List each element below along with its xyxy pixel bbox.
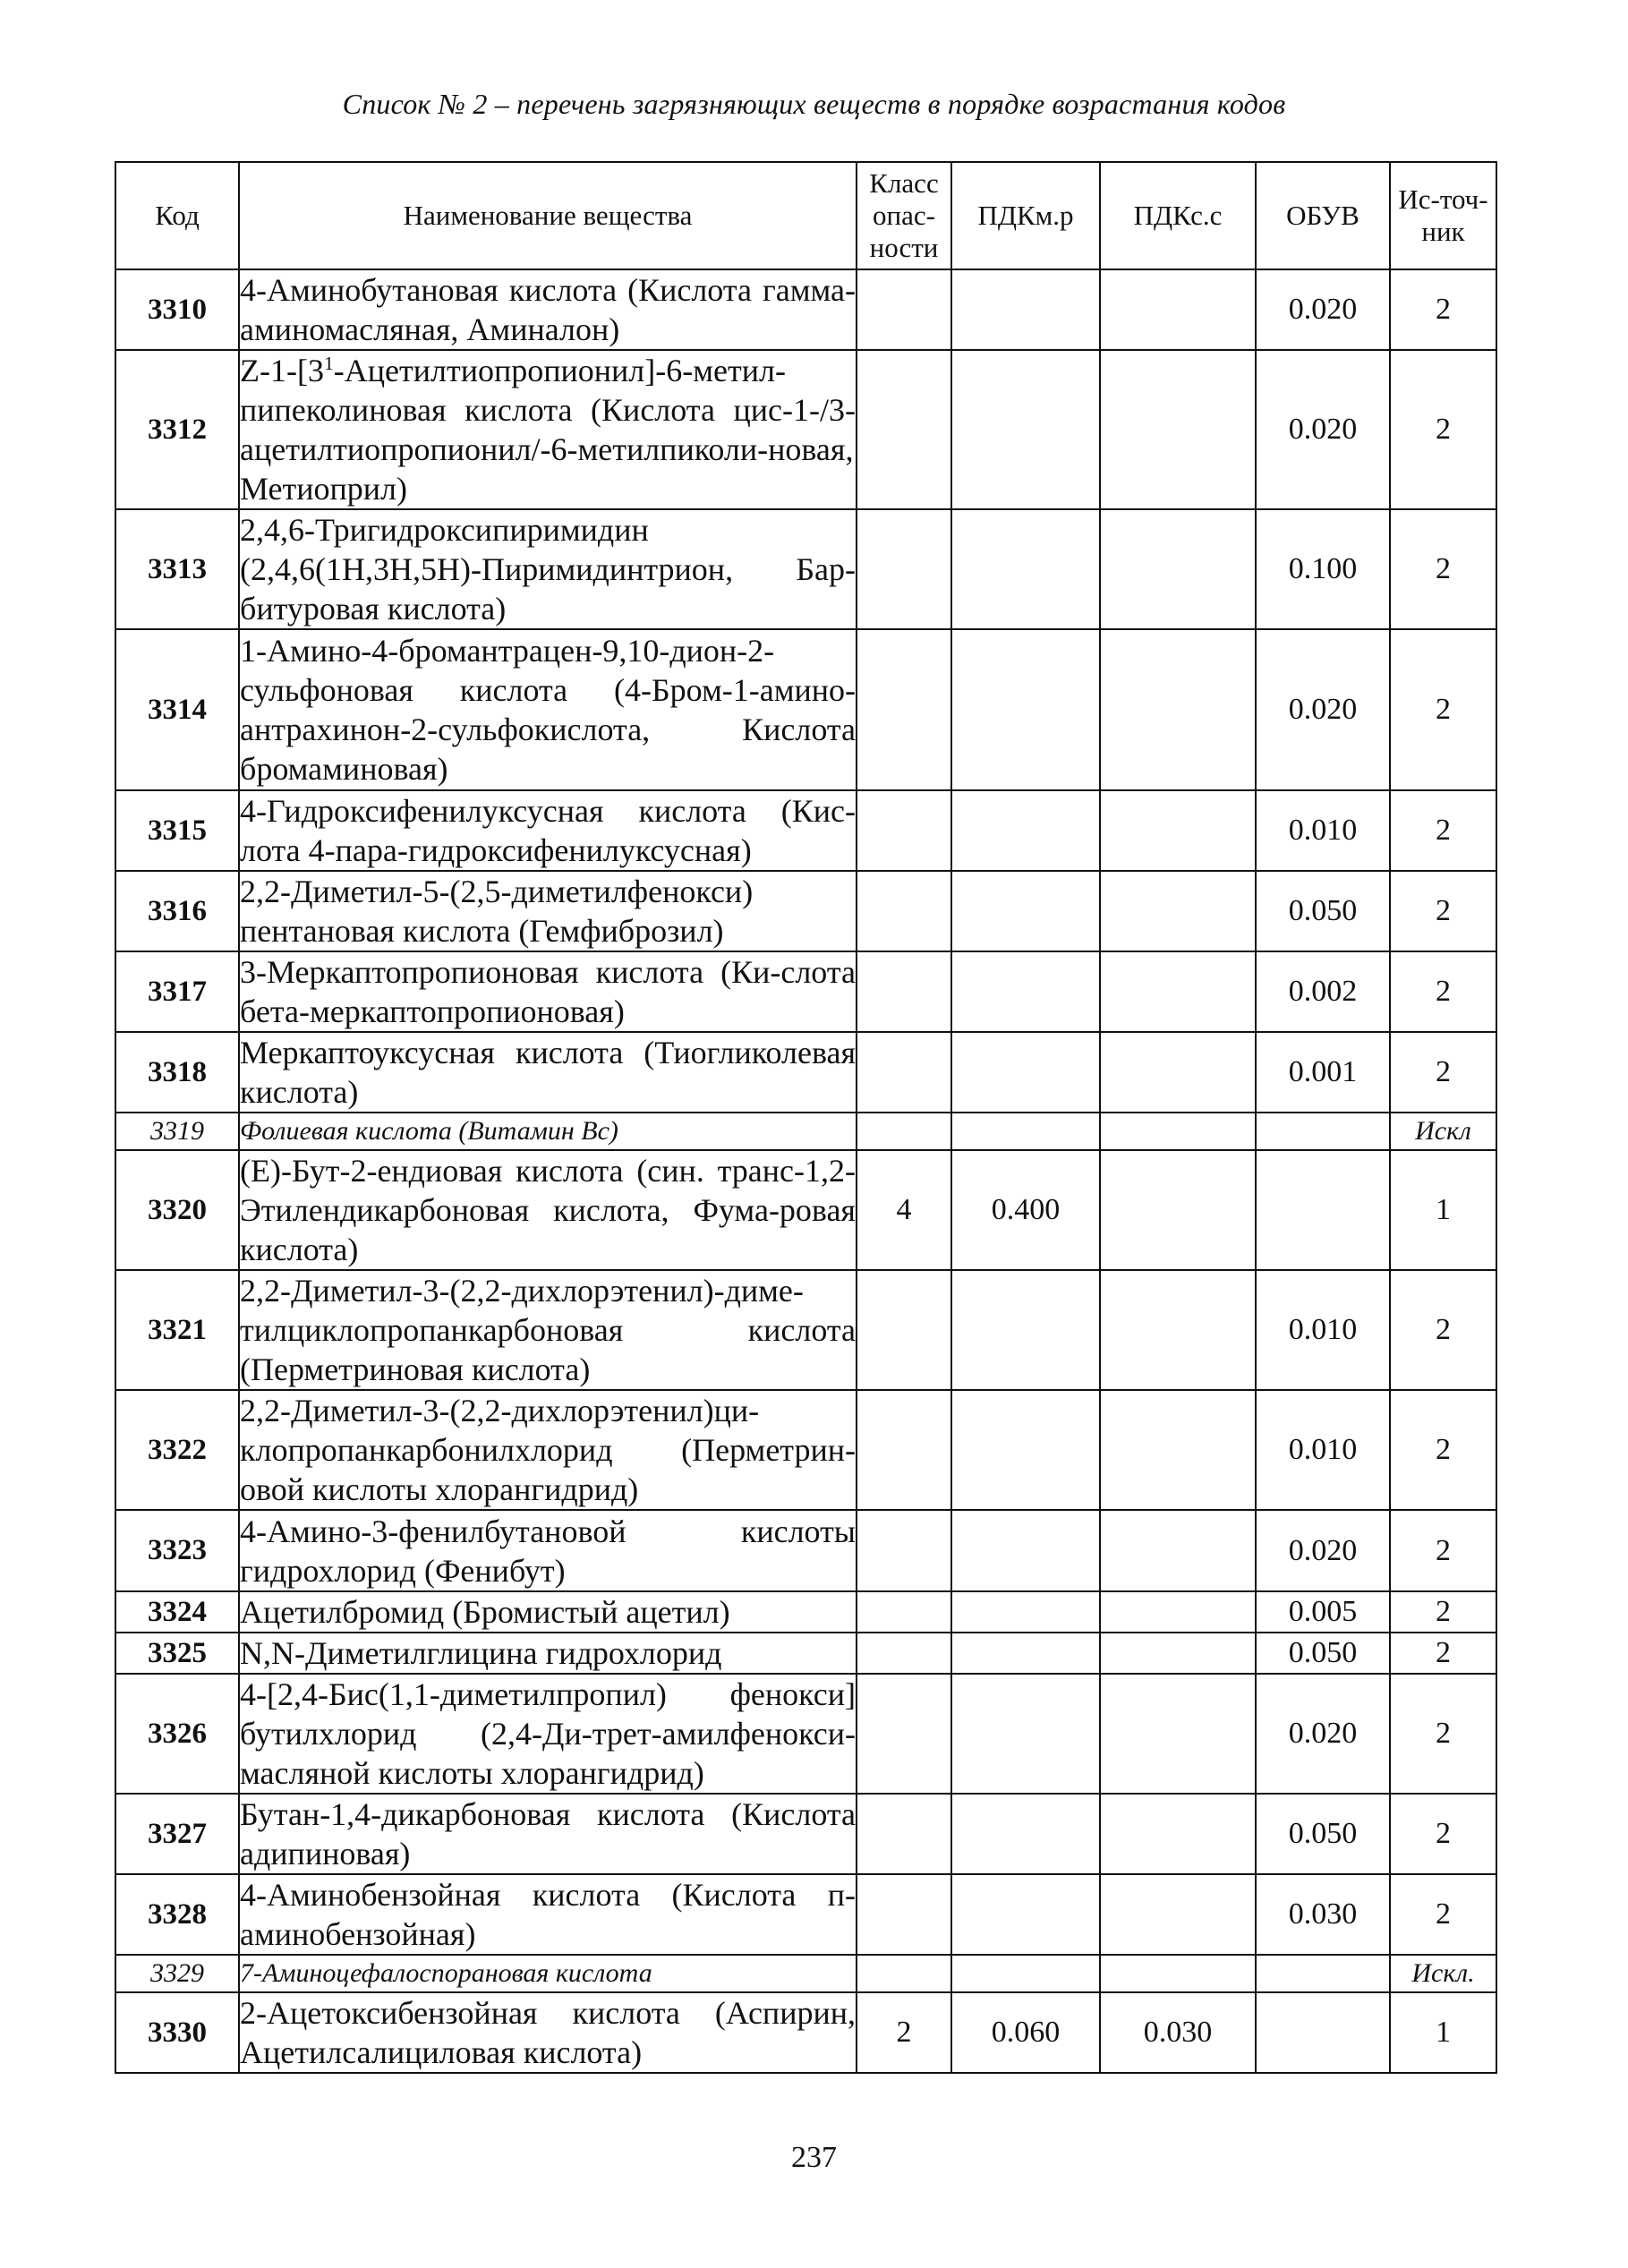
table-row [115,951,1496,1032]
cell-pdk-mr: 0.060 [951,1992,1100,2073]
cell-name: 2,2-Диметил-3-(2,2-дихлорэтенил)-диме-тилциклопропанкарбоновая кислота (Перметриновая кислота) [239,1270,857,1390]
table-row [115,1874,1496,1955]
cell-name: 4-[2,4-Бис(1,1-диметилпропил) фенокси] бутилхлорид (2,4-Ди-трет-амилфенокси-масляной кислоты хлорангидрид) [239,1674,857,1794]
table-row [115,269,1496,350]
cell-pdk-mr [951,629,1100,790]
cell-pdk-ss [1100,1874,1256,1955]
cell-pdk-mr [951,509,1100,629]
header-hazard-class: Класс опас-ности [857,162,951,269]
cell-pdk-ss [1100,1270,1256,1390]
cell-pdk-ss [1100,350,1256,509]
cell-code: 3326 [115,1674,239,1794]
header-obuv: ОБУВ [1256,162,1390,269]
table-row [115,509,1496,629]
cell-code: 3312 [115,350,239,509]
cell-obuv [1256,1992,1390,2073]
cell-source: 2 [1390,509,1496,629]
page-number: 237 [791,2141,837,2174]
cell-pdk-ss [1100,629,1256,790]
cell-code: 3313 [115,509,239,629]
cell-pdk-ss [1100,1674,1256,1794]
cell-name: 4-Аминобензойная кислота (Кислота п-аминобензойная) [239,1874,857,1955]
cell-pdk-mr [951,1510,1100,1591]
cell-code: 3323 [115,1510,239,1591]
cell-name: 2-Ацетоксибензойная кислота (Аспирин, Ацетилсалициловая кислота) [239,1992,857,2073]
cell-obuv: 0.050 [1256,1794,1390,1874]
header-source: Ис-точ-ник [1390,162,1496,269]
cell-hazard-class [857,1113,951,1150]
cell-code: 3318 [115,1032,239,1113]
table-row [115,871,1496,951]
cell-name: Ацетилбромид (Бромистый ацетил) [239,1591,857,1633]
cell-hazard-class [857,1955,951,1992]
cell-source: 2 [1390,951,1496,1032]
table-row-excluded [115,1113,1496,1150]
cell-pdk-mr [951,951,1100,1032]
cell-source: 2 [1390,1674,1496,1794]
cell-obuv: 0.020 [1256,1674,1390,1794]
cell-source: Искл [1390,1113,1496,1150]
cell-obuv: 0.010 [1256,1270,1390,1390]
cell-name: 4-Аминобутановая кислота (Кислота гамма-аминомасляная, Аминалон) [239,269,857,350]
cell-obuv: 0.030 [1256,1874,1390,1955]
cell-obuv: 0.001 [1256,1032,1390,1113]
cell-pdk-ss [1100,1032,1256,1113]
cell-code: 3322 [115,1390,239,1510]
cell-code: 3328 [115,1874,239,1955]
cell-code: 3330 [115,1992,239,2073]
cell-pdk-ss [1100,790,1256,871]
cell-pdk-mr [951,790,1100,871]
cell-obuv: 0.010 [1256,1390,1390,1510]
table-row [115,1032,1496,1113]
cell-hazard-class [857,269,951,350]
cell-code: 3316 [115,871,239,951]
cell-name: 1-Амино-4-бромантрацен-9,10-дион-2-сульфоновая кислота (4-Бром-1-амино-антрахинон-2-сульфокислота, Кислота бромаминовая) [239,629,857,790]
cell-hazard-class [857,951,951,1032]
cell-obuv: 0.100 [1256,509,1390,629]
cell-pdk-mr [951,1113,1100,1150]
cell-source: 2 [1390,1633,1496,1674]
cell-hazard-class: 2 [857,1992,951,2073]
cell-name: 2,2-Диметил-3-(2,2-дихлорэтенил)ци-клопропанкарбонилхлорид (Перметрин-овой кислоты хлорангидрид) [239,1390,857,1510]
cell-pdk-mr [951,1794,1100,1874]
cell-code: 3321 [115,1270,239,1390]
cell-source: 1 [1390,1150,1496,1270]
table-row [115,1591,1496,1633]
cell-hazard-class [857,1270,951,1390]
cell-source: 2 [1390,1510,1496,1591]
cell-hazard-class [857,509,951,629]
cell-pdk-mr [951,871,1100,951]
cell-obuv [1256,1113,1390,1150]
cell-source: 2 [1390,1032,1496,1113]
cell-code: 3327 [115,1794,239,1874]
cell-pdk-ss [1100,1510,1256,1591]
table-row [115,1390,1496,1510]
cell-source: 2 [1390,629,1496,790]
table-header-row [115,162,1496,269]
cell-pdk-mr [951,1633,1100,1674]
table-row [115,1510,1496,1591]
cell-code: 3314 [115,629,239,790]
cell-hazard-class [857,1510,951,1591]
cell-pdk-ss [1100,871,1256,951]
cell-obuv: 0.020 [1256,629,1390,790]
table-row [115,1150,1496,1270]
table-row [115,1992,1496,2073]
cell-pdk-ss [1100,1390,1256,1510]
cell-pdk-mr [951,1390,1100,1510]
cell-name: 4-Гидроксифенилуксусная кислота (Кис-лота 4-пара-гидроксифенилуксусная) [239,790,857,871]
cell-name: 4-Амино-3-фенилбутановой кислоты гидрохлорид (Фенибут) [239,1510,857,1591]
table-row [115,350,1496,509]
name-part: Z-1-[3 [240,353,324,388]
cell-hazard-class [857,1794,951,1874]
table-row [115,790,1496,871]
cell-pdk-mr [951,269,1100,350]
substance-table [115,161,1497,2074]
cell-hazard-class [857,1633,951,1674]
cell-pdk-ss [1100,269,1256,350]
cell-pdk-mr [951,1874,1100,1955]
name-superscript: 1 [323,353,334,374]
cell-hazard-class [857,1591,951,1633]
header-pdk-ss: ПДКс.с [1100,162,1256,269]
cell-code: 3319 [115,1113,239,1150]
cell-name: 3-Меркаптопропионовая кислота (Ки-слота бета-меркаптопропионовая) [239,951,857,1032]
header-pdk-mr: ПДКм.р [951,162,1100,269]
cell-code: 3329 [115,1955,239,1992]
cell-obuv: 0.002 [1256,951,1390,1032]
cell-obuv: 0.005 [1256,1591,1390,1633]
cell-pdk-mr [951,1032,1100,1113]
cell-source: 2 [1390,1591,1496,1633]
cell-pdk-ss [1100,951,1256,1032]
table-row [115,1674,1496,1794]
cell-pdk-ss [1100,1591,1256,1633]
cell-obuv: 0.010 [1256,790,1390,871]
cell-name: Фолиевая кислота (Витамин Вс) [239,1113,857,1150]
cell-hazard-class [857,1032,951,1113]
cell-pdk-mr [951,1955,1100,1992]
name-part: -Ацетилтиопропионил]-6-метил-пипеколиновая кислота (Кислота цис-1-/3-ацетилтиопропионил/-6-метилпиколи-новая, Метиоприл) [240,353,856,507]
cell-hazard-class [857,790,951,871]
cell-source: 1 [1390,1992,1496,2073]
cell-hazard-class [857,1390,951,1510]
cell-pdk-ss [1100,1955,1256,1992]
cell-source: 2 [1390,350,1496,509]
cell-code: 3325 [115,1633,239,1674]
cell-obuv: 0.020 [1256,269,1390,350]
cell-name: Меркаптоуксусная кислота (Тиогликолевая кислота) [239,1032,857,1113]
cell-source: Искл. [1390,1955,1496,1992]
cell-hazard-class: 4 [857,1150,951,1270]
cell-hazard-class [857,1874,951,1955]
cell-obuv: 0.050 [1256,871,1390,951]
cell-code: 3320 [115,1150,239,1270]
table-row [115,629,1496,790]
cell-source: 2 [1390,1390,1496,1510]
cell-source: 2 [1390,1874,1496,1955]
cell-source: 2 [1390,269,1496,350]
cell-name: (Е)-Бут-2-ендиовая кислота (син. транс-1,2-Этилендикарбоновая кислота, Фума-ровая кислота) [239,1150,857,1270]
table-row-excluded [115,1955,1496,1992]
cell-pdk-mr [951,350,1100,509]
cell-code: 3324 [115,1591,239,1633]
cell-pdk-mr: 0.400 [951,1150,1100,1270]
cell-code: 3310 [115,269,239,350]
cell-pdk-mr [951,1674,1100,1794]
cell-source: 2 [1390,1270,1496,1390]
table-row [115,1633,1496,1674]
header-name: Наименование вещества [239,162,857,269]
cell-hazard-class [857,1674,951,1794]
cell-pdk-ss [1100,509,1256,629]
cell-name: Бутан-1,4-дикарбоновая кислота (Кислота адипиновая) [239,1794,857,1874]
cell-code: 3315 [115,790,239,871]
cell-pdk-ss: 0.030 [1100,1992,1256,2073]
cell-obuv [1256,1150,1390,1270]
cell-hazard-class [857,350,951,509]
cell-name: N,N-Диметилглицина гидрохлорид [239,1633,857,1674]
cell-pdk-mr [951,1591,1100,1633]
cell-pdk-ss [1100,1794,1256,1874]
cell-pdk-ss [1100,1633,1256,1674]
table-row [115,1270,1496,1390]
cell-source: 2 [1390,790,1496,871]
cell-source: 2 [1390,1794,1496,1874]
cell-name: 7-Аминоцефалоспорановая кислота [239,1955,857,1992]
cell-hazard-class [857,871,951,951]
header-code: Код [115,162,239,269]
cell-name [239,350,857,509]
cell-obuv: 0.020 [1256,350,1390,509]
cell-pdk-mr [951,1270,1100,1390]
cell-code: 3317 [115,951,239,1032]
table-row [115,1794,1496,1874]
cell-source: 2 [1390,871,1496,951]
cell-obuv: 0.050 [1256,1633,1390,1674]
cell-hazard-class [857,629,951,790]
cell-pdk-ss [1100,1150,1256,1270]
cell-name: 2,2-Диметил-5-(2,5-диметилфенокси) пентановая кислота (Гемфиброзил) [239,871,857,951]
page-title: Список № 2 – перечень загрязняющих веществ в порядке возрастания кодов [342,88,1286,120]
cell-obuv [1256,1955,1390,1992]
cell-name: 2,4,6-Тригидроксипиримидин (2,4,6(1H,3H,5H)-Пиримидинтрион, Бар-битуровая кислота) [239,509,857,629]
cell-obuv: 0.020 [1256,1510,1390,1591]
cell-pdk-ss [1100,1113,1256,1150]
